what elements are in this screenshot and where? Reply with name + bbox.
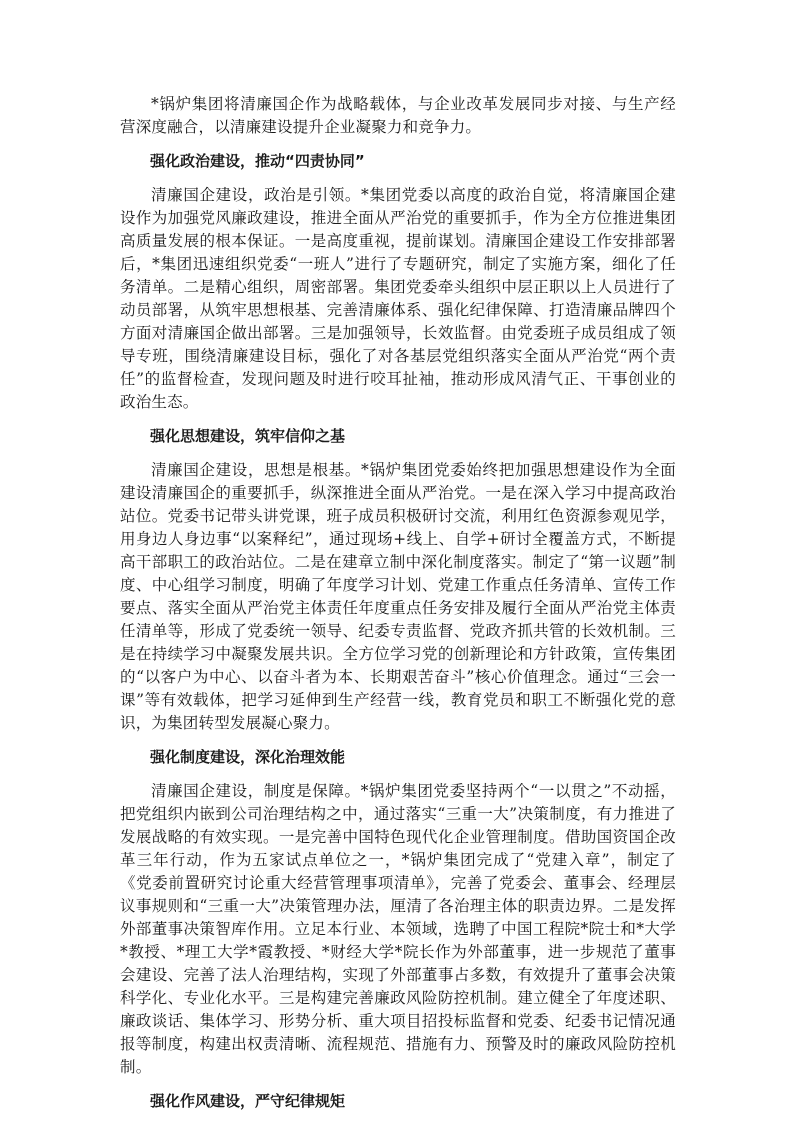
section-body-political: 清廉国企建设，政治是引领。*集团党委以高度的政治自觉，将清廉国企建设作为加强党风廉政建设，推进全面从严治党的重要抓手，作为全方位推进集团高质量发展的根本保证。一是高度重视，提前谋划。清廉国企建设工作安排部署后，*集团迅速组织党委“一班人”进行了专题研究，制定了实施方案，细化了任务清单。二是精心组织，周密部署。集团党委牵头组织中层正职以上人员进行了动员部署，从筑牢思想根基、完善清廉体系、强化纪律保障、打造清廉品牌四个方面对清廉国企做出部署。三是加强领导，长效监督。由党委班子成员组成了领导专班，围绕清廉建设目标，强化了对各基层党组织落实全面从严治党“两个责任”的监督检查，发现问题及时进行咬耳扯袖，推动形成风清气正、干事创业的政治生态。 [120, 186, 676, 411]
document-page [120, 93, 676, 1124]
section-heading-institutional: 强化制度建设，深化治理效能 [150, 748, 346, 766]
section-heading-political: 强化政治建设，推动“四责协同” [150, 152, 365, 170]
section-body-ideological: 清廉国企建设，思想是根基。*锅炉集团党委始终把加强思想建设作为全面建设清廉国企的重要抓手，纵深推进全面从严治党。一是在深入学习中提高政治站位。党委书记带头讲党课，班子成员积极研讨交流，利用红色资源参观见学，用身边人身边事“以案释纪”，通过现场+线上、自学+研讨全覆盖方式，不断提高干部职工的政治站位。二是在建章立制中深化制度落实。制定了“第一议题”制度、中心组学习制度，明确了年度学习计划、党建工作重点任务清单、宣传工作要点、落实全面从严治党主体责任年度重点任务安排及履行全面从严治党主体责任清单等，形成了党委统一领导、纪委专责监督、党政齐抓共管的长效机制。三是在持续学习中凝聚发展共识。全方位学习党的创新理论和方针政策，宣传集团的“以客户为中心、以奋斗者为本、长期艰苦奋斗”核心价值理念。通过“三会一课”等有效载体，把学习延伸到生产经营一线，教育党员和职工不断强化党的意识，为集团转型发展凝心聚力。 [120, 461, 676, 732]
section-body-institutional: 清廉国企建设，制度是保障。*锅炉集团党委坚持两个“一以贯之”不动摇，把党组织内嵌到公司治理结构之中，通过落实“三重一大”决策制度，有力推进了发展战略的有效实现。一是完善中国特色现代化企业管理制度。借助国资国企改革三年行动，作为五家试点单位之一，*锅炉集团完成了“党建入章”，制定了《党委前置研究讨论重大经营管理事项清单》，完善了党委会、董事会、经理层议事规则和“三重一大”决策管理办法，厘清了各治理主体的职责边界。二是发挥外部董事决策智库作用。立足本行业、本领域，选聘了中国工程院*院士和*大学*教授、*理工大学*霞教授、*财经大学*院长作为外部董事，进一步规范了董事会建设、完善了法人治理结构，实现了外部董事占多数，有效提升了董事会决策科学化、专业化水平。三是构建完善廉政风险防控机制。建立健全了年度述职、廉政谈话、集体学习、形势分析、重大项目招投标监督和党委、纪委书记情况通报等制度，构建出权责清晰、流程规范、措施有力、预警及时的廉政风险防控机制。 [120, 782, 676, 1076]
intro-paragraph: *锅炉集团将清廉国企作为战略载体，与企业改革发展同步对接、与生产经营深度融合，以清廉建设提升企业凝聚力和竞争力。 [120, 95, 676, 136]
section-heading-ideological: 强化思想建设，筑牢信仰之基 [150, 427, 346, 445]
section-heading-conduct: 强化作风建设，严守纪律规矩 [150, 1092, 346, 1110]
